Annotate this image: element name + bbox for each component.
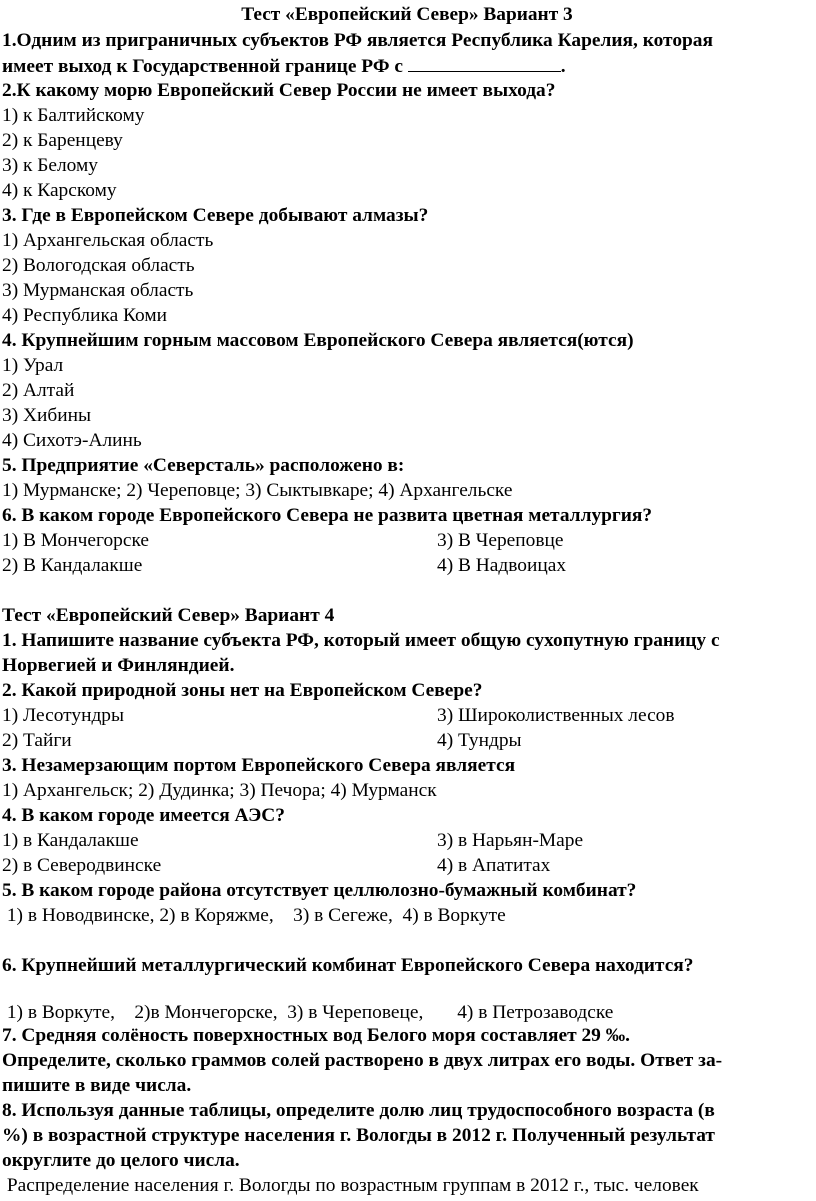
v4-q4-option: 1) в Кандалакше xyxy=(2,830,139,851)
v4-q1-line1: 1. Напишите название субъекта РФ, который имеет общую сухопутную границу с xyxy=(2,630,720,651)
v4-q4-option: 3) в Нарьян-Маре xyxy=(437,830,584,851)
v4-q7-line: пишите в виде числа. xyxy=(2,1075,192,1096)
v3-q2-option: 2) к Баренцеву xyxy=(2,130,123,151)
v3-q3-option: 4) Республика Коми xyxy=(2,305,167,326)
v4-q3-options: 1) Архангельск; 2) Дудинка; 3) Печора; 4) Мурманск xyxy=(2,780,437,801)
v3-q2-option: 4) к Карскому xyxy=(2,180,117,201)
v4-q4-option: 4) в Апатитах xyxy=(437,855,551,876)
v3-q2-option: 1) к Балтийскому xyxy=(2,105,145,126)
v4-q7-line: 7. Средняя солёность поверхностных вод Белого моря составляет 29 ‰. xyxy=(2,1025,630,1046)
v4-q2-option: 4) Тундры xyxy=(437,730,522,751)
v3-q3-option: 3) Мурманская область xyxy=(2,280,194,301)
v4-q4-option: 2) в Северодвинске xyxy=(2,855,162,876)
v4-title: Тест «Европейский Север» Вариант 4 xyxy=(2,605,335,626)
v4-table-caption: Распределение населения г. Вологды по возрастным группам в 2012 г., тыс. человек xyxy=(2,1175,699,1196)
answer-blank xyxy=(408,53,561,72)
v3-title: Тест «Европейский Север» Вариант 3 xyxy=(241,4,573,25)
v3-q1-line2-end: . xyxy=(560,56,566,77)
v4-q1-line2: Норвегией и Финляндией. xyxy=(2,655,235,676)
v3-q2-option: 3) к Белому xyxy=(2,155,98,176)
v4-q6: 6. Крупнейший металлургический комбинат Европейского Севера находится? xyxy=(2,955,694,976)
v3-q3-option: 1) Архангельская область xyxy=(2,230,214,251)
v4-q8-line: округлите до целого числа. xyxy=(2,1150,240,1171)
v3-q6-option: 1) В Мончегорске xyxy=(2,530,149,551)
v3-q4-option: 1) Урал xyxy=(2,355,64,376)
v4-q5-options: 1) в Новодвинске, 2) в Коряжме, 3) в Сегеже, 4) в Воркуте xyxy=(2,905,506,926)
v3-q6-option: 3) В Череповце xyxy=(437,530,564,551)
v4-q8-line: 8. Используя данные таблицы, определите долю лиц трудоспособного возраста (в xyxy=(2,1100,715,1121)
v3-q1-line2 xyxy=(2,53,566,79)
v3-q4: 4. Крупнейшим горным массовом Европейского Севера является(ются) xyxy=(2,330,634,351)
v4-q4: 4. В каком городе имеется АЭС? xyxy=(2,805,285,826)
v3-q1-line1: 1.Одним из приграничных субъектов РФ является Республика Карелия, которая xyxy=(2,30,713,51)
v4-q2: 2. Какой природной зоны нет на Европейском Севере? xyxy=(2,680,483,701)
v4-q8-line: %) в возрастной структуре населения г. Вологды в 2012 г. Полученный результат xyxy=(2,1125,715,1146)
v3-q5-options: 1) Мурманске; 2) Череповце; 3) Сыктывкаре; 4) Архангельске xyxy=(2,480,513,501)
v4-q7-line: Определите, сколько граммов солей растворено в двух литрах его воды. Ответ за- xyxy=(2,1050,723,1071)
v3-q4-option: 2) Алтай xyxy=(2,380,75,401)
v3-q6-option: 2) В Кандалакше xyxy=(2,555,143,576)
v4-q2-option: 2) Тайги xyxy=(2,730,72,751)
v4-q5: 5. В каком городе района отсутствует целлюлозно-бумажный комбинат? xyxy=(2,880,637,901)
v3-q3: 3. Где в Европейском Севере добывают алмазы? xyxy=(2,205,429,226)
v3-q6: 6. В каком городе Европейского Севера не развита цветная металлургия? xyxy=(2,505,653,526)
v4-q3: 3. Незамерзающим портом Европейского Севера является xyxy=(2,755,516,776)
v3-q1-line2-text: имеет выход к Государственной границе РФ с xyxy=(2,56,408,77)
v3-q5: 5. Предприятие «Северсталь» расположено в: xyxy=(2,455,405,476)
v3-q2: 2.К какому морю Европейский Север России не имеет выхода? xyxy=(2,80,556,101)
v4-q2-option: 1) Лесотундры xyxy=(2,705,125,726)
v3-q4-option: 3) Хибины xyxy=(2,405,92,426)
v3-q4-option: 4) Сихотэ-Алинь xyxy=(2,430,142,451)
v4-q6-options: 1) в Воркуте, 2)в Мончегорске, 3) в Череповеце, 4) в Петрозаводске xyxy=(2,1002,614,1023)
v4-q2-option: 3) Широколиственных лесов xyxy=(437,705,675,726)
v3-q6-option: 4) В Надвоицах xyxy=(437,555,567,576)
v3-q3-option: 2) Вологодская область xyxy=(2,255,195,276)
